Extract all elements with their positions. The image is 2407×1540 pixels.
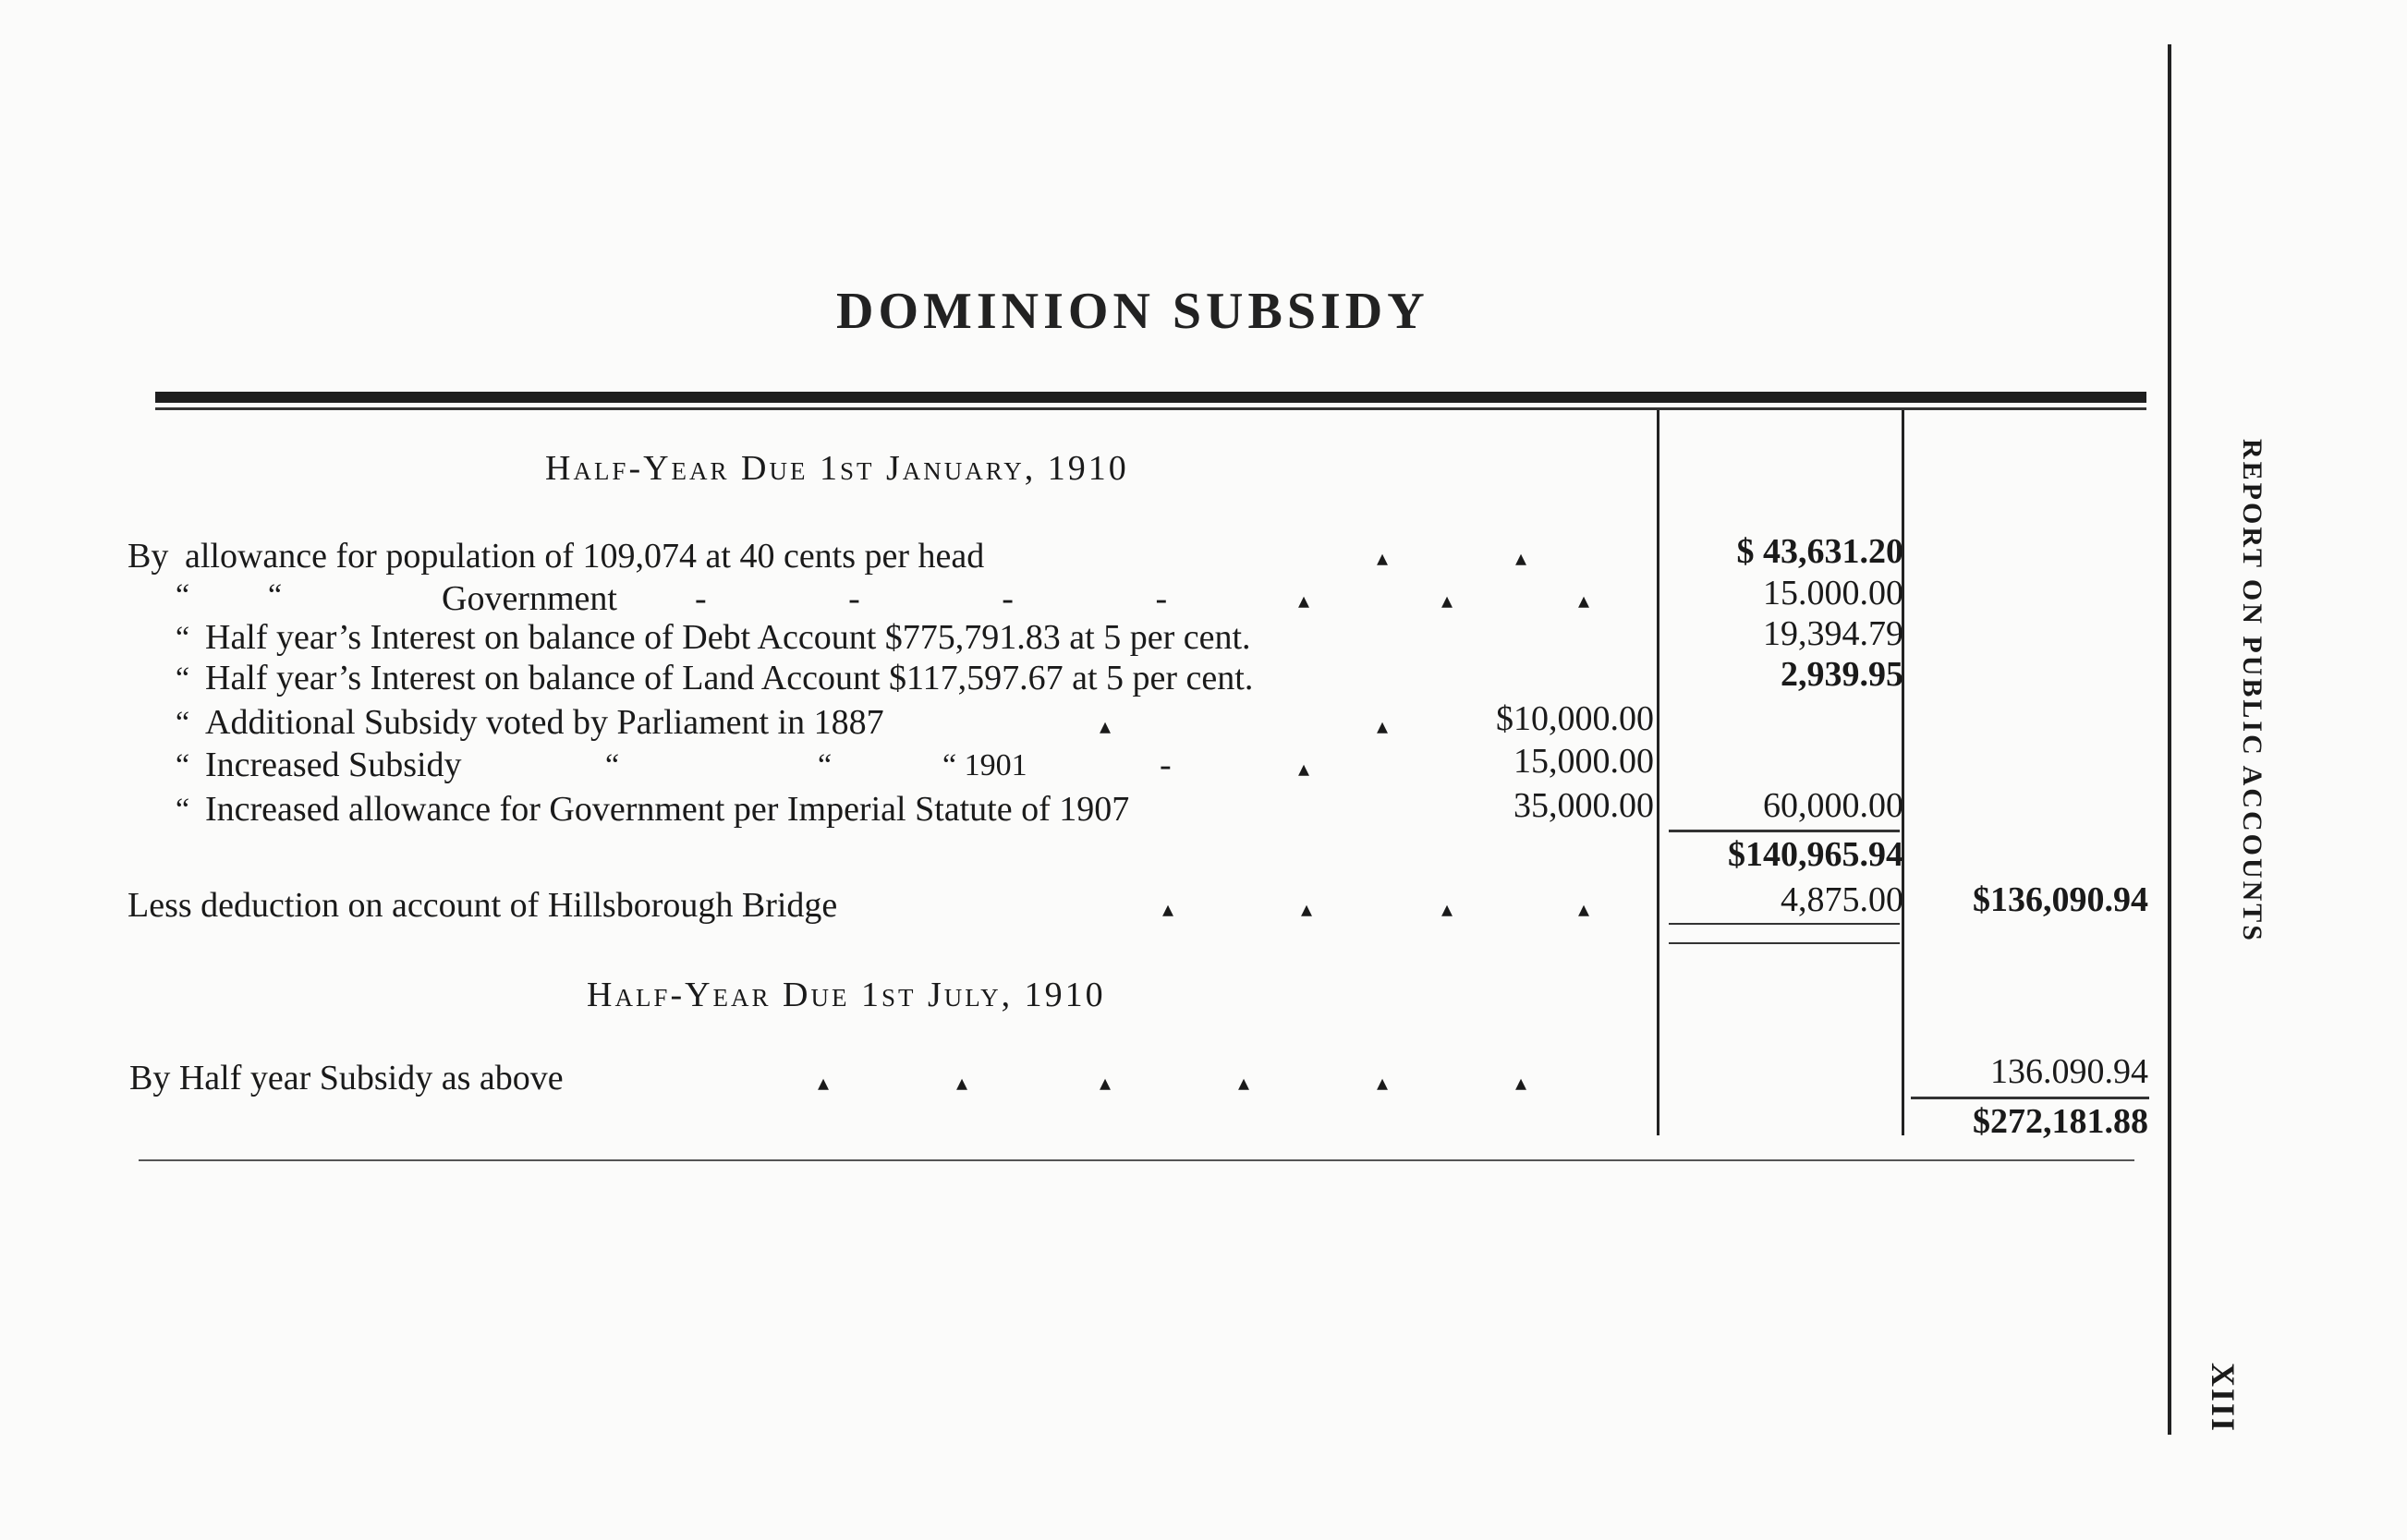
leader-dots: ▴ — [1298, 758, 1310, 782]
deduction-amount: 4,875.00 — [1781, 880, 1903, 919]
section1-heading: Half-Year Due 1st January, 1910 — [545, 449, 1129, 488]
subtotal-rule — [1669, 830, 1900, 832]
row6-ditto-c: “ 1901 — [942, 748, 1027, 782]
leader-dashes: - - - - — [695, 579, 1234, 618]
leader-dots: ▴ — [1238, 1072, 1250, 1096]
deduction-rule — [1669, 923, 1900, 925]
row4-text: Half year’s Interest on balance of Land Account $117,597.67 at 5 per cent. — [205, 659, 1254, 697]
row6-ditto-a: “ — [605, 748, 620, 782]
row4-amount: 2,939.95 — [1781, 655, 1903, 694]
leader-dots: ▴ — [1377, 547, 1389, 571]
deduction-text: Less deduction on account of Hillsborough Bridge — [128, 886, 838, 925]
page-title: DOMINION SUBSIDY — [836, 283, 1429, 340]
section2-row-amount: 136.090.94 — [1990, 1052, 2148, 1091]
row5-text: Additional Subsidy voted by Parliament in 1887 — [205, 703, 884, 742]
row2-amount: 15.000.00 — [1763, 574, 1903, 612]
row7-text: Increased allowance for Government per Imperial Statute of 1907 — [205, 790, 1130, 829]
leader-dots: ▴ — [1578, 589, 1590, 613]
row6-ditto: “ — [176, 748, 190, 782]
page-number: XIII — [2205, 1363, 2242, 1434]
row6-inner-amount: 15,000.00 — [1513, 742, 1654, 781]
side-running-head: REPORT ON PUBLIC ACCOUNTS — [2237, 439, 2267, 943]
row3-text: Half year’s Interest on balance of Debt Account $775,791.83 at 5 per cent. — [205, 618, 1251, 657]
leader-dashes: - — [1160, 746, 1172, 784]
grand-total-rule — [1911, 1097, 2149, 1099]
column-divider-right — [1902, 410, 1904, 1135]
title-rule-thin — [155, 407, 2146, 410]
title-rule-thick — [155, 392, 2146, 403]
half-year-total-1: $136,090.94 — [1973, 880, 2148, 919]
leader-dots: ▴ — [956, 1072, 968, 1096]
row1-amount: $ 43,631.20 — [1736, 532, 1903, 571]
row6-ditto-b: “ — [818, 748, 833, 782]
row7-amount: 60,000.00 — [1763, 786, 1903, 825]
leader-dots: ▴ — [818, 1072, 830, 1096]
leader-dots: ▴ — [1100, 715, 1112, 739]
leader-dots: ▴ — [1377, 1072, 1389, 1096]
row6-text: Increased Subsidy — [205, 746, 462, 784]
row7-inner-amount: 35,000.00 — [1513, 786, 1654, 825]
section2-heading: Half-Year Due 1st July, 1910 — [587, 976, 1106, 1014]
leader-dots: ▴ — [1162, 898, 1174, 922]
leader-dots: ▴ — [1578, 898, 1590, 922]
row1-prefix: By — [128, 537, 169, 576]
leader-dots: ▴ — [1100, 1072, 1112, 1096]
leader-dots: ▴ — [1515, 1072, 1527, 1096]
leader-dots: ▴ — [1377, 715, 1389, 739]
column-divider-left — [1657, 410, 1659, 1135]
row5-ditto: “ — [176, 706, 190, 740]
leader-dots: ▴ — [1515, 547, 1527, 571]
leader-dots: ▴ — [1301, 898, 1313, 922]
row5-inner-amount: $10,000.00 — [1496, 699, 1654, 738]
row2-text: Government — [442, 579, 617, 618]
row7-ditto: “ — [176, 793, 190, 827]
row2-ditto: “ — [176, 578, 190, 612]
leader-dots: ▴ — [1441, 898, 1453, 922]
row3-amount: 19,394.79 — [1763, 614, 1903, 653]
grand-total-amount: $272,181.88 — [1973, 1102, 2148, 1141]
subtotal-amount: $140,965.94 — [1728, 835, 1903, 874]
row4-ditto: “ — [176, 661, 190, 696]
row3-ditto: “ — [176, 621, 190, 655]
leader-dots: ▴ — [1298, 589, 1310, 613]
row2-ditto-2: “ — [268, 578, 283, 612]
row1-text: allowance for population of 109,074 at 40 cents per head — [185, 537, 985, 576]
page-border-line — [2168, 44, 2171, 1435]
deduction-rule-2 — [1669, 942, 1900, 944]
section2-row-text: By Half year Subsidy as above — [129, 1059, 564, 1097]
leader-dots: ▴ — [1441, 589, 1453, 613]
bottom-rule — [139, 1159, 2134, 1161]
